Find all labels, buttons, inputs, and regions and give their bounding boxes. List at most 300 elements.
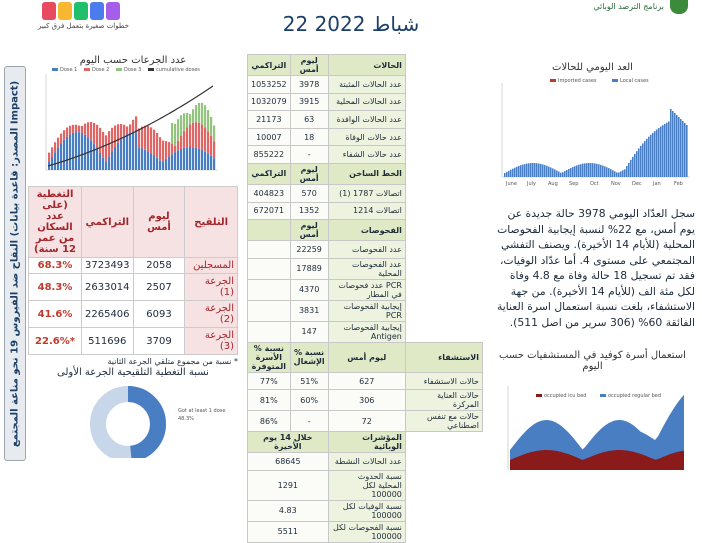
page-date: 22 شباط 2022 — [282, 12, 420, 36]
case-bar — [512, 169, 514, 177]
legend-local: Local cases — [620, 78, 649, 84]
dose-bar — [84, 124, 86, 135]
daily-value: 3709 — [133, 328, 185, 355]
ministry-emblem-icon — [670, 0, 688, 14]
section-header-cell: المؤشرات الوبائية — [328, 432, 405, 453]
dose-bar — [120, 124, 122, 139]
table-row — [248, 76, 483, 94]
dose-bar — [213, 126, 215, 142]
case-bar — [536, 163, 538, 177]
legend-dose1: Dose 1 — [60, 67, 78, 73]
section-header-cell: الخط الساخن — [328, 163, 405, 184]
dose-bar — [51, 157, 53, 170]
row-value: 68645 — [248, 453, 329, 471]
section-header-cell — [248, 220, 291, 241]
row-label: الجرعة (3) — [185, 328, 238, 355]
case-bar — [624, 169, 626, 177]
dose-bar — [72, 133, 74, 170]
hospital-panel — [490, 350, 695, 472]
coverage-value: 68.3% — [29, 258, 82, 274]
dose-bar — [177, 119, 179, 141]
case-bar — [562, 172, 564, 177]
hospital-chart-title: استعمال أسرة كوفيد في المستشفيات حسب اليوم — [499, 350, 686, 372]
case-bar — [604, 166, 606, 177]
case-bar — [632, 157, 634, 177]
dose-bar — [99, 153, 101, 170]
row-value: 1352 — [290, 202, 328, 220]
row-label: نسبة الوفيات لكل 100000 — [328, 500, 405, 521]
dose-bar — [126, 134, 128, 170]
case-bar — [576, 165, 578, 177]
dose-bar — [138, 148, 140, 170]
table-row — [248, 390, 483, 411]
dose-bar — [183, 131, 185, 148]
row-label: عدد الحالات المثبتة — [328, 76, 405, 94]
dose-bar — [210, 117, 212, 136]
case-bar — [610, 169, 612, 177]
section-header-cell: % نسبة الأسرة المتوفرة — [248, 342, 291, 372]
case-bar — [634, 154, 636, 177]
row-value — [248, 241, 291, 259]
row-label: نسبة الفحوصات لكل 100000 — [328, 521, 405, 542]
dose-bar — [201, 150, 203, 170]
dose-bar — [189, 147, 191, 170]
row-value: 4.83 — [248, 500, 329, 521]
row-label: الجرعة (1) — [185, 274, 238, 301]
section-header — [248, 432, 483, 453]
total-value: 2633014 — [82, 274, 134, 301]
case-bar — [642, 143, 644, 177]
case-bar — [658, 128, 660, 177]
table-row — [248, 258, 483, 279]
dose-bar — [195, 148, 197, 170]
dose-bar — [81, 133, 83, 170]
case-bar — [574, 166, 576, 177]
dose-bar — [78, 126, 80, 133]
case-bar — [650, 135, 652, 177]
row-value: 1291 — [248, 470, 329, 500]
row-value — [248, 258, 291, 279]
table-row — [248, 521, 483, 542]
row-value: 4370 — [290, 279, 328, 300]
case-bar — [540, 164, 542, 177]
dose-bar — [213, 158, 215, 170]
case-bar — [582, 164, 584, 177]
dose-bar — [114, 126, 116, 147]
table-row — [29, 258, 238, 274]
dose-bar — [120, 139, 122, 170]
case-bar — [510, 170, 512, 177]
col-total: التراكمي — [82, 187, 134, 258]
row-value: 72 — [328, 411, 405, 432]
case-bar — [544, 165, 546, 177]
total-value: 3723493 — [82, 258, 134, 274]
row-label: اتصالات 1787 (1) — [328, 184, 405, 202]
dose-bar — [153, 155, 155, 170]
doses-chart — [28, 66, 238, 184]
row-value: 855222 — [248, 146, 291, 164]
dose-bar — [213, 141, 215, 158]
coverage-value: 22.6%* — [29, 328, 82, 355]
row-value: 147 — [290, 321, 328, 342]
dose-bar — [174, 124, 176, 146]
table-row — [248, 500, 483, 521]
coverage-title: نسبة التغطية التلقيحية الجرعة الأولى — [57, 367, 209, 378]
dose-bar — [54, 142, 56, 152]
dose-bar — [48, 153, 50, 162]
dose-bar — [111, 128, 113, 152]
dose-bar — [150, 127, 152, 153]
col-vaccination: التلقيح — [185, 187, 238, 258]
month-label: Dec — [632, 181, 642, 187]
dose-bar — [210, 136, 212, 156]
dose-bar — [204, 152, 206, 170]
row-label: عدد فحوصات PCR في المطار — [328, 279, 405, 300]
dose-bar — [102, 132, 104, 158]
dose-bar — [57, 148, 59, 170]
case-bar — [534, 163, 536, 177]
table-row — [248, 453, 483, 471]
table-row — [248, 111, 483, 129]
dose-bar — [165, 159, 167, 170]
row-label: عدد الحالات المحلية — [328, 93, 405, 111]
case-bar — [626, 166, 628, 177]
case-bar — [552, 168, 554, 177]
vaccination-table — [28, 186, 238, 355]
row-value: 63 — [290, 111, 328, 129]
month-label: July — [527, 181, 536, 187]
donut-label: Got at least 1 dose — [178, 408, 226, 414]
col-daily: ليوم أمس — [133, 187, 185, 258]
dose-bar — [87, 137, 89, 170]
dose-bar — [105, 161, 107, 170]
case-bar — [558, 172, 560, 177]
case-bar — [602, 166, 604, 177]
col-pct: التغطية (على عدد السكان من عمر 12 سنة) — [29, 187, 82, 258]
month-label: Aug — [548, 181, 558, 187]
program-logo — [593, 0, 698, 20]
dose-bar — [81, 126, 83, 133]
case-bar — [554, 169, 556, 177]
daily-cases-chart — [490, 73, 695, 191]
case-bar — [592, 163, 594, 177]
table-row — [248, 184, 483, 202]
dose-bar — [141, 149, 143, 170]
case-bar — [618, 172, 620, 177]
logo-caption: خطوات صغيرة بتعمل فرق كبير — [38, 22, 129, 30]
dose-bar — [123, 125, 125, 137]
dose-bar — [123, 136, 125, 170]
dose-bar — [87, 122, 89, 137]
hospital-chart — [490, 372, 695, 472]
dose-bar — [168, 142, 170, 156]
case-bar — [630, 160, 632, 177]
row-value: 570 — [290, 184, 328, 202]
daily-value: 2507 — [133, 274, 185, 301]
dose-bar — [105, 135, 107, 161]
case-bar — [566, 170, 568, 177]
legend-dose2: Dose 2 — [92, 67, 110, 73]
row-value — [248, 279, 291, 300]
case-bar — [666, 123, 668, 177]
dose-bar — [141, 127, 143, 149]
row-value: 3831 — [290, 300, 328, 321]
case-bar — [584, 163, 586, 177]
dose-bar — [129, 133, 131, 170]
row-value: - — [290, 146, 328, 164]
case-bar — [644, 141, 646, 177]
row-value: - — [290, 411, 328, 432]
table-row — [29, 328, 238, 355]
case-bar — [516, 167, 518, 177]
case-bar — [678, 117, 680, 177]
case-bar — [680, 119, 682, 177]
total-value: 511696 — [82, 328, 134, 355]
daily-value: 2058 — [133, 258, 185, 274]
case-bar — [654, 131, 656, 177]
dose-bar — [57, 138, 59, 148]
dose-bar — [180, 115, 182, 135]
daily-cases-panel — [490, 62, 695, 191]
case-bar — [550, 167, 552, 177]
row-value: 51% — [290, 372, 328, 390]
case-bar — [672, 111, 674, 177]
dose-bar — [207, 110, 209, 131]
case-bar — [504, 173, 506, 177]
table-row — [248, 146, 483, 164]
section-header-cell: % نسبة الإشغال — [290, 342, 328, 372]
dose-bar — [138, 128, 140, 147]
case-bar — [662, 125, 664, 177]
legend-cumulative: cumulative doses — [156, 67, 200, 73]
dose-bar — [201, 124, 203, 150]
row-value: 17889 — [290, 258, 328, 279]
legend-icu: occupied icu bed — [544, 393, 587, 399]
dose-bar — [54, 152, 56, 170]
case-bar — [598, 164, 600, 177]
dose-bar — [186, 113, 188, 127]
section-header-cell: ليوم أمس — [328, 342, 405, 372]
dose-bar — [51, 147, 53, 157]
dose-bar — [132, 132, 134, 170]
case-bar — [660, 127, 662, 177]
legend-dose3: Dose 3 — [124, 67, 142, 73]
section-header — [248, 55, 483, 76]
statistics-table — [247, 54, 483, 543]
case-bar — [676, 115, 678, 177]
dose-bar — [90, 140, 92, 170]
section-header-cell: التراكمي — [248, 163, 291, 184]
case-bar — [530, 163, 532, 177]
row-value: 81% — [248, 390, 291, 411]
case-bar — [682, 121, 684, 177]
case-bar — [578, 165, 580, 177]
dose-bar — [207, 154, 209, 170]
dose-bar — [192, 123, 194, 147]
section-header — [248, 342, 483, 372]
summary-text: سجل العدّاد اليومي 3978 حالة جديدة عن يوم أمس، مع 22% لنسبة إيجابية الفحوصات المحلية (للأيام 14 الأخيرة). ويصنف التفشي المجتمعي على مستوى 4. أما عدّاد الوفيات، فقد تم تسجيل 18 حالة وفاة مع 4.8 وفاة لكل مئة الف (للأيام 14 الأخيرة). من جهة الاستشفاء، بلغت نسبة استعمال اسرة العناية الفائقة 60% (306 سرير من اصل 511). — [496, 207, 695, 329]
row-value: 1032079 — [248, 93, 291, 111]
dose-bar — [96, 148, 98, 170]
dose-bar — [159, 160, 161, 170]
row-label: عدد الفحوصات — [328, 241, 405, 259]
case-bar — [622, 170, 624, 177]
case-bar — [686, 125, 688, 177]
dose-bar — [180, 136, 182, 149]
case-bar — [596, 164, 598, 177]
dose-bar — [204, 127, 206, 151]
row-value: 60% — [290, 390, 328, 411]
table-row — [248, 241, 483, 259]
row-label: عدد حالات الشفاء — [328, 146, 405, 164]
legend-imported: Imported cases — [558, 78, 597, 84]
case-bar — [514, 168, 516, 177]
dose-bar — [183, 148, 185, 170]
case-bar — [636, 151, 638, 177]
dose-bar — [168, 156, 170, 170]
case-bar — [684, 123, 686, 177]
case-bar — [638, 148, 640, 177]
row-value: 306 — [328, 390, 405, 411]
row-label: الجرعة (2) — [185, 301, 238, 328]
dose-bar — [72, 125, 74, 133]
section-header-cell: ليوم أمس — [290, 55, 328, 76]
case-bar — [674, 113, 676, 177]
table-row — [248, 279, 483, 300]
case-bar — [532, 163, 534, 177]
row-value: 404823 — [248, 184, 291, 202]
row-value: 21173 — [248, 111, 291, 129]
table-row — [248, 300, 483, 321]
row-value: 1053252 — [248, 76, 291, 94]
dose-bar — [174, 146, 176, 152]
case-bar — [616, 172, 618, 177]
dose-bar — [147, 151, 149, 170]
dose-bar — [186, 147, 188, 170]
dose-bar — [147, 126, 149, 151]
table-row — [248, 202, 483, 220]
case-bar — [668, 122, 670, 177]
month-label: Jan — [653, 181, 661, 187]
case-bar — [546, 166, 548, 177]
dose-bar — [69, 126, 71, 135]
case-bar — [656, 129, 658, 177]
case-bar — [588, 163, 590, 177]
case-bar — [648, 137, 650, 177]
dose-bar — [195, 105, 197, 122]
donut-value: 48.3% — [178, 416, 194, 422]
row-value: 3915 — [290, 93, 328, 111]
month-label: Oct — [590, 181, 599, 187]
dose-bar — [183, 113, 185, 131]
table-row — [29, 301, 238, 328]
dose-bar — [177, 150, 179, 170]
row-label: حالات الاستشفاء — [405, 372, 482, 390]
section-header-cell: خلال 14 يوم الأخيرة — [248, 432, 329, 453]
case-bar — [568, 169, 570, 177]
case-bar — [528, 163, 530, 177]
case-bar — [628, 163, 630, 177]
month-label: Nov — [611, 181, 621, 187]
table-row — [248, 411, 483, 432]
case-bar — [518, 166, 520, 177]
statistics-grid — [247, 54, 483, 543]
case-bar — [570, 168, 572, 177]
coverage-value: 48.3% — [29, 274, 82, 301]
case-bar — [600, 165, 602, 177]
dose-bar — [144, 126, 146, 150]
case-bar — [548, 167, 550, 177]
dose-bar — [66, 137, 68, 170]
row-value: 3978 — [290, 76, 328, 94]
dose-bar — [60, 134, 62, 144]
case-bar — [652, 133, 654, 177]
dose-bar — [177, 141, 179, 150]
case-bar — [608, 168, 610, 177]
case-bar — [572, 167, 574, 177]
dose-bar — [111, 151, 113, 170]
dose-bar — [108, 156, 110, 170]
dose-bar — [135, 116, 137, 132]
dose-bar — [189, 124, 191, 147]
table-row — [248, 372, 483, 390]
row-label: إيجابية الفحوصات Antigen — [328, 321, 405, 342]
dose-bar — [90, 122, 92, 140]
dose-bar — [198, 149, 200, 170]
dose-bar — [207, 131, 209, 153]
row-value — [248, 321, 291, 342]
dose-bar — [78, 132, 80, 170]
dose-bar — [165, 141, 167, 159]
dose-bar — [192, 147, 194, 170]
dose-bar — [75, 132, 77, 170]
section-header-cell: ليوم أمس — [290, 220, 328, 241]
dose-bar — [210, 156, 212, 170]
coverage-value: 41.6% — [29, 301, 82, 328]
case-bar — [594, 163, 596, 177]
row-label: عدد الفحوصات المحلية — [328, 258, 405, 279]
row-value: 77% — [248, 372, 291, 390]
case-bar — [614, 171, 616, 177]
case-bar — [612, 170, 614, 177]
dose-bar — [189, 114, 191, 124]
row-label: عدد الحالات النشطة — [328, 453, 405, 471]
case-bar — [506, 172, 508, 177]
row-label: عدد الحالات الوافدة — [328, 111, 405, 129]
table-row — [29, 274, 238, 301]
row-value: 10007 — [248, 128, 291, 146]
dose-bar — [153, 130, 155, 156]
row-label: إيجابية الفحوصات PCR — [328, 300, 405, 321]
daily-value: 6093 — [133, 301, 185, 328]
case-bar — [520, 165, 522, 177]
case-bar — [508, 171, 510, 177]
dose-bar — [195, 122, 197, 148]
case-bar — [522, 165, 524, 177]
dose-bar — [132, 120, 134, 132]
legend-regular: occupied regular bed — [608, 393, 662, 399]
dose-bar — [114, 147, 116, 170]
dose-bar — [102, 158, 104, 170]
row-value: 86% — [248, 411, 291, 432]
dose-bar — [60, 143, 62, 170]
case-bar — [538, 164, 540, 177]
coverage-donut — [28, 378, 238, 458]
dose-bar — [186, 127, 188, 147]
section-header-cell: الاستشفاء — [405, 342, 482, 372]
dose-bar — [204, 105, 206, 127]
section-header — [248, 220, 483, 241]
